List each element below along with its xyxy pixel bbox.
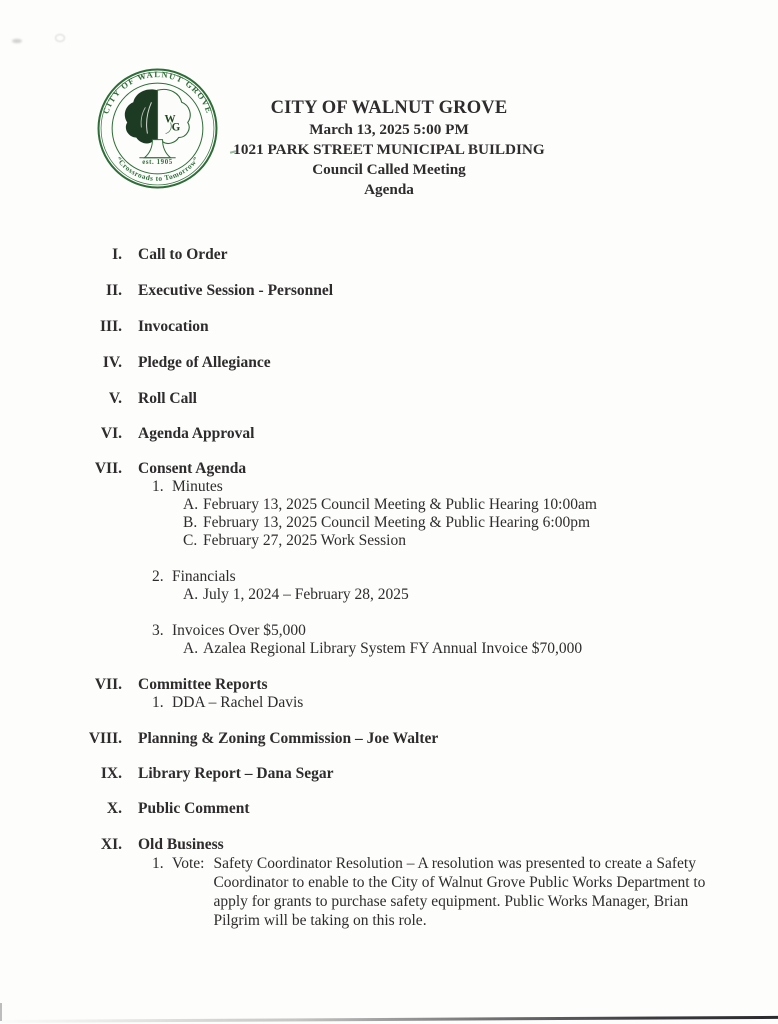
item-numeral: C. — [183, 532, 198, 549]
agenda-item-public-comment — [74, 800, 718, 818]
item-numeral: 3. — [152, 622, 164, 639]
agenda-item-pledge — [74, 354, 718, 372]
seal-top-text: CITY OF WALNUT GROVE — [100, 69, 215, 116]
item-text: Library Report – Dana Segar — [138, 765, 334, 782]
item-numeral: XI. — [100, 836, 122, 853]
old-business-vote-item — [152, 854, 718, 930]
item-text: February 13, 2025 Council Meeting & Public Hearing 6:00pm — [203, 514, 591, 531]
meeting-type: Council Called Meeting — [312, 161, 466, 178]
vote-description: Safety Coordinator Resolution – A resolution was presented to create a Safety Coordinator to enable to the City of Walnut Grove Public Works Department to apply for grants to purchase safety equipment. Public Works Manager, Brian Pilgrim will be taking on this role. — [213, 855, 706, 929]
item-text: Pledge of Allegiance — [138, 354, 271, 371]
city-seal-logo — [95, 66, 220, 191]
item-numeral: 1. — [152, 855, 164, 872]
item-text: Executive Session - Personnel — [138, 282, 334, 299]
agenda-item-invocation — [74, 318, 718, 336]
consent-financials — [152, 568, 718, 586]
agenda-item-executive-session — [74, 282, 718, 300]
item-numeral: IV. — [102, 354, 122, 371]
agenda-item-call-to-order — [74, 246, 718, 264]
walnut-tree-icon — [125, 89, 190, 157]
item-numeral: VI. — [100, 425, 122, 442]
agenda-item-agenda-approval — [74, 425, 718, 443]
agenda-item-library-report — [74, 765, 718, 783]
minutes-item-b — [183, 514, 718, 532]
item-numeral: VIII. — [88, 730, 122, 747]
seal-monogram-w: W — [164, 113, 176, 126]
item-text: Agenda Approval — [138, 425, 255, 442]
meeting-address: 1021 PARK STREET MUNICIPAL BUILDING — [233, 141, 545, 158]
item-numeral: I. — [112, 246, 122, 263]
item-numeral: IX. — [100, 765, 122, 782]
meeting-datetime: March 13, 2025 5:00 PM — [309, 121, 469, 138]
consent-invoices — [152, 622, 718, 640]
page-title: CITY OF WALNUT GROVE — [270, 98, 508, 118]
item-text: Committee Reports — [138, 676, 268, 693]
minutes-item-c — [183, 532, 718, 550]
scan-artifact-left-edge — [0, 1003, 2, 1021]
item-numeral: 1. — [152, 478, 164, 495]
scan-artifact-bottom-edge — [0, 1015, 778, 1022]
item-numeral: A. — [183, 496, 199, 513]
financials-item-a — [183, 586, 718, 604]
item-text: February 27, 2025 Work Session — [203, 532, 406, 549]
item-text: Minutes — [172, 478, 223, 495]
item-text: Invoices Over $5,000 — [172, 622, 306, 639]
item-text: Consent Agenda — [138, 460, 247, 477]
agenda-item-planning-zoning — [74, 730, 718, 748]
item-numeral: VII. — [94, 460, 122, 477]
item-numeral: A. — [183, 640, 199, 657]
item-numeral: II. — [106, 282, 122, 299]
item-numeral: B. — [183, 514, 198, 531]
item-text: Public Comment — [138, 800, 250, 817]
item-numeral: A. — [183, 586, 199, 603]
item-text: Old Business — [138, 836, 224, 853]
document-header — [208, 97, 570, 200]
item-text: Azalea Regional Library System FY Annual Invoice $70,000 — [203, 640, 583, 657]
item-text: DDA – Rachel Davis — [172, 694, 304, 711]
consent-minutes — [152, 478, 718, 496]
item-numeral: V. — [108, 390, 122, 407]
seal-bottom-text: “Crossroads to Tomorrow” — [114, 154, 201, 183]
seal-monogram-g: G — [171, 121, 181, 134]
committee-dda — [152, 694, 718, 712]
vote-label: Vote: — [172, 855, 205, 872]
item-numeral: 1. — [152, 694, 164, 711]
item-text: Roll Call — [138, 390, 197, 407]
item-numeral: X. — [106, 800, 122, 817]
item-numeral: 2. — [152, 568, 164, 585]
agenda-item-roll-call — [74, 390, 718, 408]
minutes-item-a — [183, 496, 718, 514]
invoices-item-a — [183, 640, 718, 658]
scan-smudge — [55, 34, 65, 42]
item-text: Call to Order — [138, 246, 228, 263]
agenda-item-old-business — [74, 836, 718, 854]
scan-smudge — [12, 39, 22, 43]
document-type-label: Agenda — [364, 181, 414, 198]
item-text: Invocation — [138, 318, 209, 335]
agenda-item-committee-reports — [74, 676, 718, 694]
item-numeral: VII. — [94, 676, 122, 693]
item-text: February 13, 2025 Council Meeting & Public Hearing 10:00am — [203, 496, 597, 513]
item-text: Financials — [172, 568, 236, 585]
item-text: July 1, 2024 – February 28, 2025 — [203, 586, 409, 603]
item-numeral: III. — [100, 318, 122, 335]
agenda-item-consent-agenda — [74, 460, 718, 478]
item-text: Planning & Zoning Commission – Joe Walter — [138, 730, 439, 747]
agenda-list — [74, 246, 718, 930]
seal-est-text: est. 1905 — [142, 158, 173, 166]
